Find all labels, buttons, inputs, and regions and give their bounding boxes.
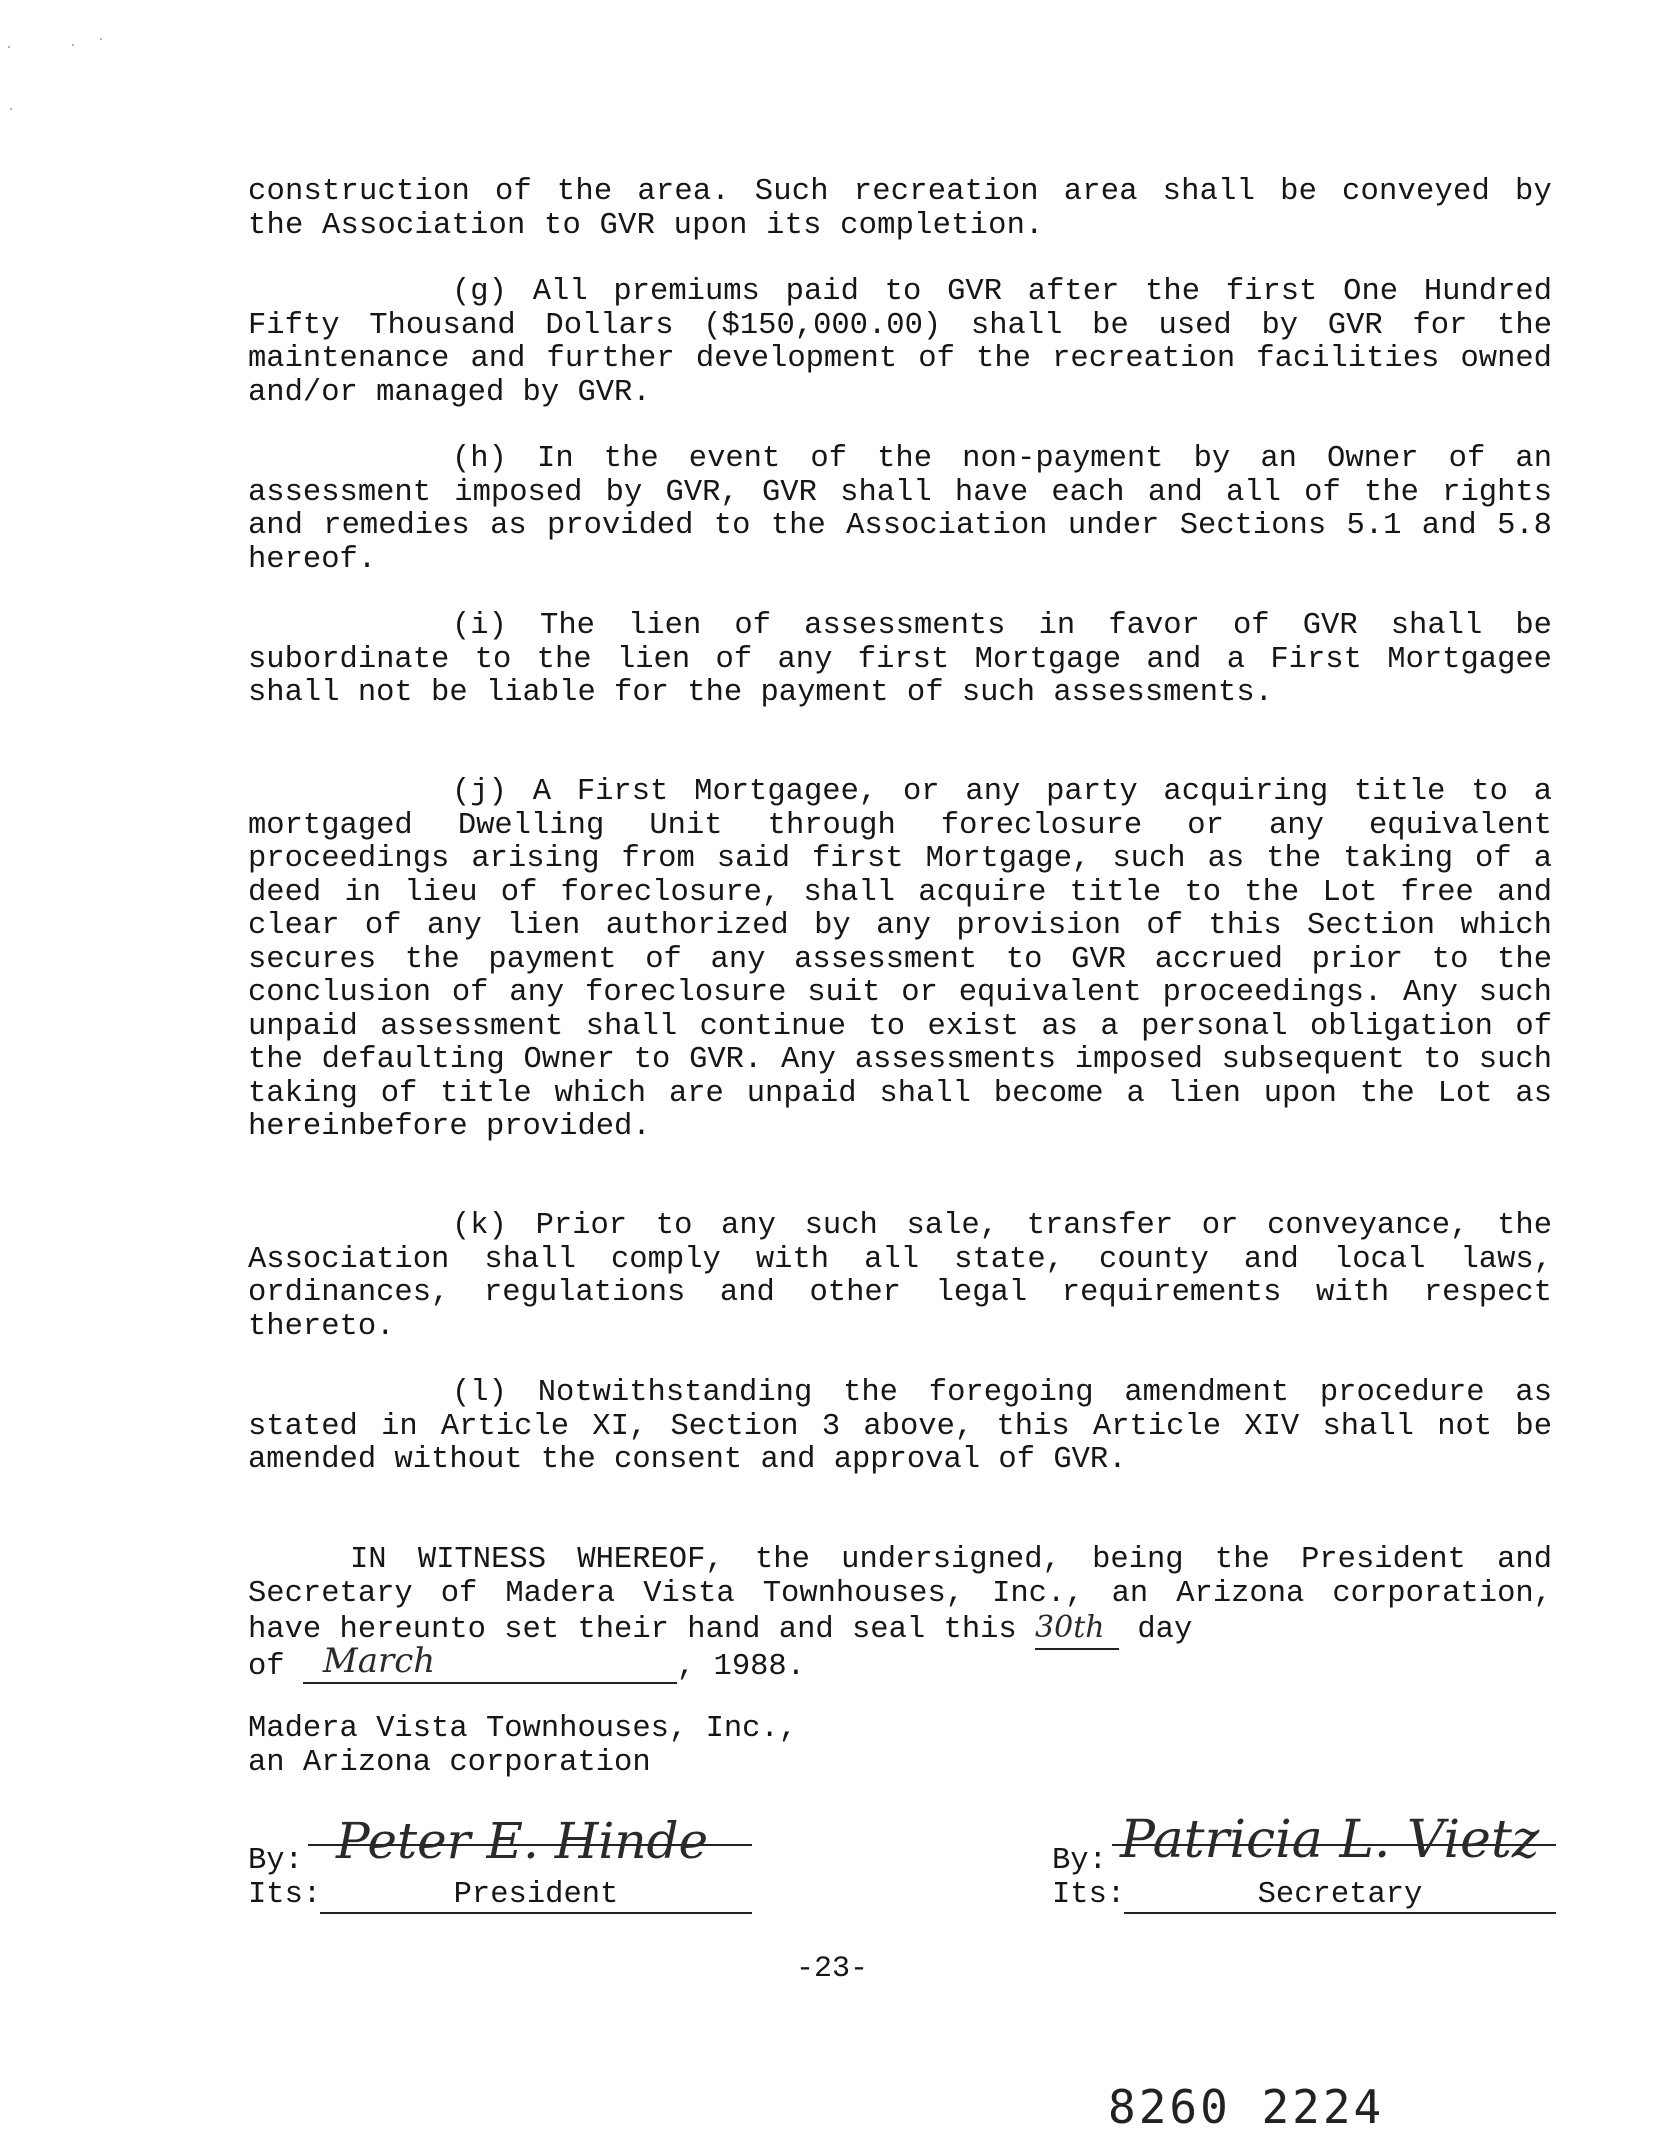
- left-title: President: [320, 1878, 752, 1914]
- left-by-label: By:: [248, 1844, 303, 1878]
- paragraph-i: [248, 610, 1552, 711]
- scan-speck: [10, 108, 12, 110]
- right-title: Secretary: [1124, 1878, 1556, 1914]
- year-suffix: , 1988.: [676, 1650, 806, 1684]
- scan-speck: [100, 38, 102, 40]
- corporation-type: an Arizona corporation: [248, 1746, 651, 1780]
- corporation-name: Madera Vista Townhouses, Inc.,: [248, 1712, 798, 1746]
- paragraph-h: [248, 443, 1552, 577]
- paragraph-k: [248, 1210, 1552, 1344]
- paragraph-j: [248, 776, 1552, 1145]
- right-its-label: Its:: [1052, 1878, 1126, 1912]
- page-number: -23-: [795, 1952, 868, 1986]
- right-by-label: By:: [1052, 1844, 1107, 1878]
- paragraph-l-text: (l) Notwithstanding the foregoing amendment procedure as stated in Article XI, Section 3 above, this Article XIV shall not be amended without the consent and approval of GVR.: [248, 1376, 1552, 1477]
- month-handwritten: March: [322, 1641, 436, 1681]
- day-handwritten: 30th: [1035, 1610, 1105, 1645]
- witness-text: IN WITNESS WHEREOF, the undersigned, being the President and Secretary of Madera Vista Townhouses, Inc., an Arizona corporation, have hereunto set their hand and seal this: [248, 1543, 1552, 1647]
- day-word: day: [1137, 1613, 1193, 1647]
- left-its-label: Its:: [248, 1878, 322, 1912]
- witness-clause: [248, 1544, 1552, 1650]
- right-signature: Patricia L. Vietz: [1120, 1810, 1540, 1870]
- recording-stamp: 8260 2224: [1108, 2080, 1385, 2134]
- date-month-line: [248, 1641, 806, 1684]
- paragraph-l: [248, 1377, 1552, 1478]
- paragraph-j-text: (j) A First Mortgagee, or any party acquiring title to a mortgaged Dwelling Unit through foreclosure or any equivalent proceedings arising from said first Mortgage, such as the taking of a deed in lieu of foreclosure, shall acquire title to the Lot free and clear of any lien authorized by any provision of this Section which secures the payment of any assessment to GVR accrued prior to the conclusion of any foreclosure suit or equivalent proceedings. Any such unpaid assessment shall continue to exist as a personal obligation of the defaulting Owner to GVR. Any assessments imposed subsequent to such taking of title which are unpaid shall become a lien upon the Lot as hereinbefore provided.: [248, 775, 1552, 1144]
- scan-speck: [8, 46, 10, 48]
- scan-speck: [72, 44, 74, 46]
- paragraph-h-text: (h) In the event of the non-payment by an Owner of an assessment imposed by GVR, GVR shall have each and all of the rights and remedies as provided to the Association under Sections 5.1 and 5.8 hereof.: [248, 442, 1552, 577]
- of-label: of: [248, 1650, 285, 1684]
- paragraph-g-text: (g) All premiums paid to GVR after the first One Hundred Fifty Thousand Dollars ($150,000.00) shall be used by GVR for the maintenance and further development of the recreation facilities owned and/or managed by GVR.: [248, 275, 1552, 410]
- paragraph-i-text: (i) The lien of assessments in favor of GVR shall be subordinate to the lien of any first Mortgage and a First Mortgagee shall not be liable for the payment of such assessments.: [248, 609, 1552, 710]
- day-blank: [1035, 1611, 1119, 1650]
- paragraph-k-text: (k) Prior to any such sale, transfer or conveyance, the Association shall comply with all state, county and local laws, ordinances, regulations and other legal requirements with respect thereto.: [248, 1209, 1552, 1344]
- left-signature: Peter E. Hinde: [336, 1812, 709, 1870]
- paragraph-continuation: construction of the area. Such recreation area shall be conveyed by the Association to GVR upon its completion.: [248, 175, 1552, 243]
- paragraph-g: [248, 276, 1552, 410]
- month-blank: [303, 1641, 677, 1684]
